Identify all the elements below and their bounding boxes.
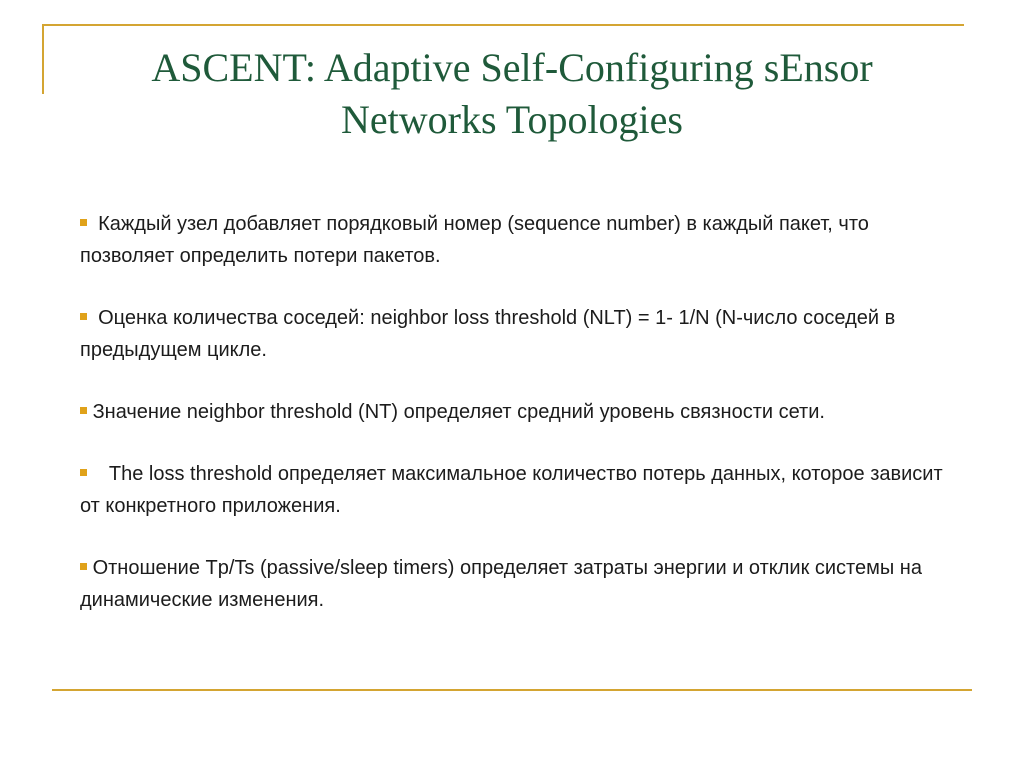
square-bullet-icon (80, 219, 87, 226)
slide-title-line-2: Networks Topologies (341, 97, 683, 142)
square-bullet-icon (80, 407, 87, 414)
bullet-list (80, 208, 960, 646)
bullet-text: Отношение Tp/Ts (passive/sleep timers) определяет затраты энергии и отклик системы на динамические изменения. (80, 557, 922, 611)
bullet-item (80, 396, 960, 428)
square-bullet-icon (80, 313, 87, 320)
square-bullet-icon (80, 469, 87, 476)
frame-top-line (42, 24, 964, 26)
bullet-text: Каждый узел добавляет порядковый номер (sequence number) в каждый пакет, что позволяет определить потери пакетов. (80, 213, 869, 267)
bullet-item (80, 302, 960, 366)
frame-bottom-line (52, 689, 972, 691)
bullet-text: Значение neighbor threshold (NT) определяет средний уровень связности сети. (92, 401, 825, 423)
frame-left-line (42, 24, 44, 94)
bullet-text: The loss threshold определяет максимальное количество потерь данных, которое зависит от конкретного приложения. (80, 463, 943, 517)
slide-title (80, 42, 944, 146)
bullet-text: Оценка количества соседей: neighbor loss threshold (NLT) = 1- 1/N (N-число соседей в предыдущем цикле. (80, 307, 896, 361)
bullet-item (80, 552, 960, 616)
slide-title-line-1: ASCENT: Adaptive Self-Configuring sEnsor (151, 45, 873, 90)
bullet-item (80, 208, 960, 272)
bullet-item (80, 458, 960, 522)
square-bullet-icon (80, 563, 87, 570)
